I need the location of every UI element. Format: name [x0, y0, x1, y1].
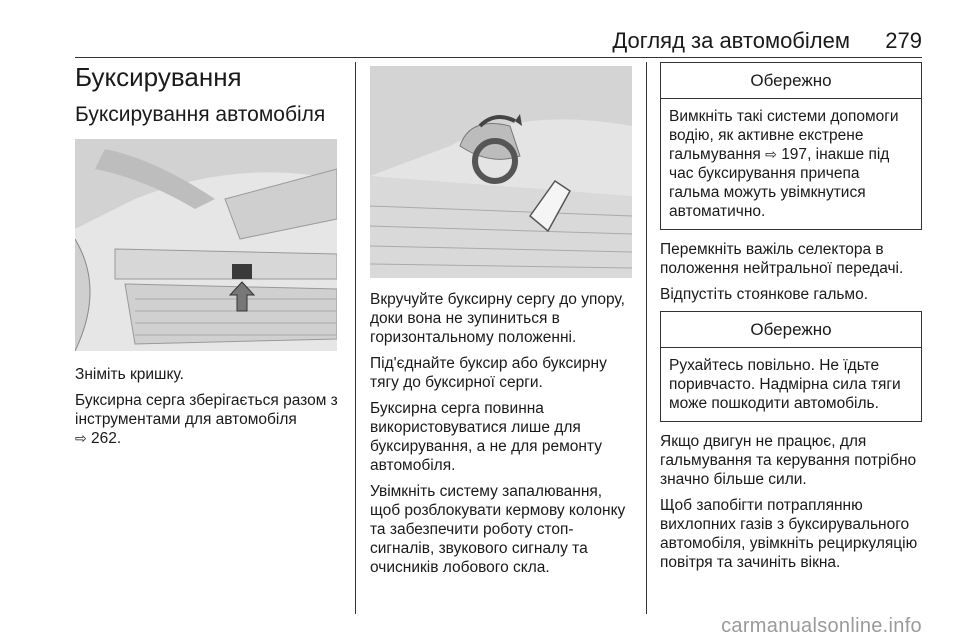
paragraph-release-parking-brake: Відпустіть стоянкове гальмо.	[660, 286, 869, 303]
caution-box-drive-slowly	[660, 311, 922, 422]
page-header-title: Догляд за автомобілем	[612, 28, 850, 53]
paragraph-neutral-gear: Перемкніть важіль селектора в положення нейтральної передачі.	[660, 241, 904, 277]
column-divider-1	[355, 62, 356, 614]
paragraph-ignition-on: Увімкніть систему запалювання, щоб розблокувати кермову колонку та забезпечити роботу стоп-сигналів, звукового сигналу та очисників лобового скла.	[370, 483, 626, 576]
car-front-bumper-illustration	[75, 139, 337, 351]
watermark: carmanualsonline.info	[721, 615, 922, 637]
paragraph-air-recirculation: Щоб запобігти потраплянню вихлопних газів з буксирувального автомобіля, увімкніть рециркуляцію повітря та зачиніть вікна.	[660, 497, 918, 571]
paragraph-screw-in-tow-eye: Вкручуйте буксирну сергу до упору, доки вона не зупиниться в горизонтальному положенні.	[370, 291, 625, 346]
column-divider-2	[646, 62, 647, 614]
paragraph-remove-cover: Зніміть кришку.	[75, 366, 184, 383]
page-reference: 262.	[91, 430, 122, 447]
column-1	[75, 62, 343, 455]
tow-eye-installation-illustration	[370, 66, 632, 278]
paragraph-attach-tow-rope: Під'єднайте буксир або буксирну тягу до буксирної серги.	[370, 355, 607, 391]
page-number: 279	[885, 28, 922, 53]
caution-heading: Обережно	[661, 63, 921, 99]
section-subheading: Буксирування автомобіля	[75, 103, 326, 126]
caution-box-driver-assist	[660, 62, 922, 230]
caution-heading: Обережно	[661, 312, 921, 348]
paragraph-tow-eye-storage: Буксирна серга зберігається разом з інструментами для автомобіля ⇨ 262.	[75, 392, 338, 447]
page-reference-arrow-icon: ⇨	[75, 430, 87, 446]
page-reference: 197	[781, 146, 808, 163]
column-2	[370, 62, 632, 584]
paragraph-engine-off-force: Якщо двигун не працює, для гальмування та керування потрібно значно більше сили.	[660, 433, 917, 488]
caution-text: Вимкніть такі системи допомоги водію, як активне екстрене гальмування ⇨ 197, інакше під час буксирування причепа гальма можуть увімкнутися автоматично.	[669, 108, 899, 220]
caution-text: Рухайтесь повільно. Не їдьте поривчасто. Надмірна сила тяги може пошкодити автомобіль.	[669, 357, 901, 412]
column-3	[660, 62, 922, 579]
paragraph-tow-eye-usage: Буксирна серга повинна використовуватися лише для буксирування, а не для ремонту автомобіля.	[370, 400, 602, 474]
header-rule	[75, 57, 922, 58]
page-reference-arrow-icon: ⇨	[765, 146, 777, 162]
section-heading: Буксирування	[75, 62, 242, 92]
